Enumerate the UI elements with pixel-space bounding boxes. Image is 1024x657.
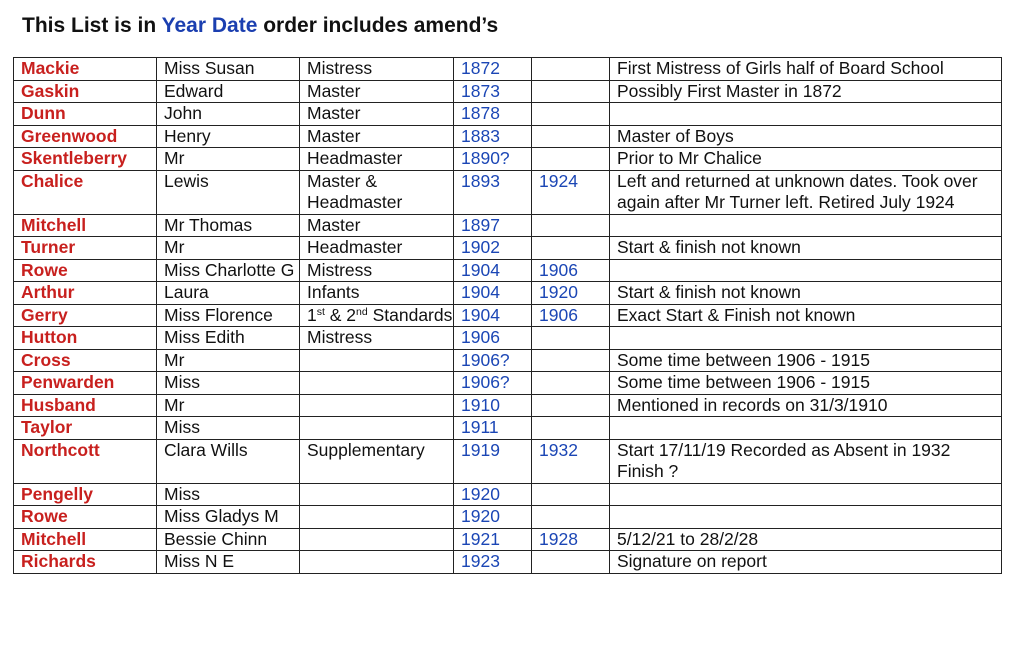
start-year-cell: 1890?: [454, 148, 532, 171]
note-cell: Signature on report: [610, 551, 1002, 574]
surname-cell: Richards: [14, 551, 157, 574]
role-cell: [300, 506, 454, 529]
given-name-cell: Henry: [157, 125, 300, 148]
note-cell: Start & finish not known: [610, 237, 1002, 260]
given-name-cell: Miss Edith: [157, 327, 300, 350]
given-name-cell: Miss Charlotte G: [157, 259, 300, 282]
table-row: [14, 259, 1002, 282]
table-row: [14, 372, 1002, 395]
surname-cell: Gaskin: [14, 80, 157, 103]
staff-table: [13, 57, 1002, 574]
given-name-cell: Laura: [157, 282, 300, 305]
table-row: [14, 125, 1002, 148]
table-row: [14, 327, 1002, 350]
start-year-cell: 1910: [454, 394, 532, 417]
note-cell: [610, 483, 1002, 506]
role-text-mid: & 2: [324, 304, 357, 325]
role-cell: [300, 304, 454, 327]
start-year-cell: 1920: [454, 506, 532, 529]
role-cell: Master: [300, 103, 454, 126]
surname-cell: Chalice: [14, 170, 157, 214]
table-row: [14, 148, 1002, 171]
start-year-cell: 1878: [454, 103, 532, 126]
table-row: [14, 170, 1002, 214]
table-row: [14, 551, 1002, 574]
role-cell: [300, 372, 454, 395]
start-year-cell: 1920: [454, 483, 532, 506]
given-name-cell: Miss Susan: [157, 58, 300, 81]
note-cell: First Mistress of Girls half of Board School: [610, 58, 1002, 81]
start-year-cell: 1906?: [454, 349, 532, 372]
role-text-first: 1: [307, 304, 317, 325]
end-year-cell: 1906: [532, 259, 610, 282]
given-name-cell: Edward: [157, 80, 300, 103]
table-row: [14, 506, 1002, 529]
given-name-cell: John: [157, 103, 300, 126]
start-year-cell: 1904: [454, 282, 532, 305]
given-name-cell: Mr: [157, 349, 300, 372]
end-year-cell: [532, 214, 610, 237]
surname-cell: Pengelly: [14, 483, 157, 506]
given-name-cell: Miss: [157, 417, 300, 440]
page-title: [22, 14, 498, 38]
role-cell: Headmaster: [300, 148, 454, 171]
table-row: [14, 58, 1002, 81]
note-cell: [610, 506, 1002, 529]
end-year-cell: [532, 58, 610, 81]
end-year-cell: [532, 349, 610, 372]
given-name-cell: Bessie Chinn: [157, 528, 300, 551]
note-cell: Mentioned in records on 31/3/1910: [610, 394, 1002, 417]
note-cell: 5/12/21 to 28/2/28: [610, 528, 1002, 551]
role-cell: Master: [300, 214, 454, 237]
end-year-cell: [532, 551, 610, 574]
role-cell: Headmaster: [300, 237, 454, 260]
surname-cell: Taylor: [14, 417, 157, 440]
end-year-cell: [532, 327, 610, 350]
role-cell: [300, 394, 454, 417]
given-name-cell: Miss Florence: [157, 304, 300, 327]
surname-cell: Arthur: [14, 282, 157, 305]
table-row: [14, 304, 1002, 327]
given-name-cell: Mr: [157, 237, 300, 260]
given-name-cell: Miss: [157, 483, 300, 506]
table-row: [14, 394, 1002, 417]
role-cell: [300, 417, 454, 440]
given-name-cell: Miss: [157, 372, 300, 395]
surname-cell: Mitchell: [14, 528, 157, 551]
role-cell: [300, 528, 454, 551]
note-cell: Left and returned at unknown dates. Took over again after Mr Turner left. Retired July 1924: [610, 170, 1002, 214]
role-cell: Mistress: [300, 259, 454, 282]
role-cell: Master: [300, 80, 454, 103]
role-superscript-first: st: [316, 305, 325, 318]
start-year-cell: 1872: [454, 58, 532, 81]
start-year-cell: 1873: [454, 80, 532, 103]
surname-cell: Rowe: [14, 259, 157, 282]
start-year-cell: 1904: [454, 259, 532, 282]
surname-cell: Skentleberry: [14, 148, 157, 171]
end-year-cell: [532, 148, 610, 171]
note-cell: [610, 417, 1002, 440]
table-row: [14, 237, 1002, 260]
note-cell: [610, 103, 1002, 126]
role-cell: [300, 349, 454, 372]
surname-cell: Mitchell: [14, 214, 157, 237]
role-cell: Master & Headmaster: [300, 170, 454, 214]
role-cell: Supplementary: [300, 439, 454, 483]
start-year-cell: 1904: [454, 304, 532, 327]
note-cell: Possibly First Master in 1872: [610, 80, 1002, 103]
given-name-cell: Miss N E: [157, 551, 300, 574]
note-cell: [610, 327, 1002, 350]
table-row: [14, 417, 1002, 440]
start-year-cell: 1897: [454, 214, 532, 237]
start-year-cell: 1893: [454, 170, 532, 214]
heading-suffix: order includes amend’s: [257, 14, 499, 37]
surname-cell: Northcott: [14, 439, 157, 483]
role-cell: Mistress: [300, 58, 454, 81]
start-year-cell: 1906?: [454, 372, 532, 395]
surname-cell: Penwarden: [14, 372, 157, 395]
note-cell: Some time between 1906 - 1915: [610, 349, 1002, 372]
given-name-cell: Mr: [157, 394, 300, 417]
role-cell: [300, 483, 454, 506]
surname-cell: Gerry: [14, 304, 157, 327]
heading-prefix: This List is in: [22, 14, 162, 37]
table-row: [14, 483, 1002, 506]
role-cell: Infants: [300, 282, 454, 305]
given-name-cell: Mr Thomas: [157, 214, 300, 237]
note-cell: [610, 259, 1002, 282]
note-cell: Start & finish not known: [610, 282, 1002, 305]
table-row: [14, 282, 1002, 305]
given-name-cell: Lewis: [157, 170, 300, 214]
surname-cell: Rowe: [14, 506, 157, 529]
end-year-cell: [532, 483, 610, 506]
table-row: [14, 439, 1002, 483]
end-year-cell: 1906: [532, 304, 610, 327]
start-year-cell: 1906: [454, 327, 532, 350]
table-row: [14, 214, 1002, 237]
given-name-cell: Miss Gladys M: [157, 506, 300, 529]
note-cell: Prior to Mr Chalice: [610, 148, 1002, 171]
given-name-cell: Mr: [157, 148, 300, 171]
start-year-cell: 1911: [454, 417, 532, 440]
table-row: [14, 349, 1002, 372]
role-cell: Master: [300, 125, 454, 148]
surname-cell: Mackie: [14, 58, 157, 81]
surname-cell: Cross: [14, 349, 157, 372]
given-name-cell: Clara Wills: [157, 439, 300, 483]
note-cell: Start 17/11/19 Recorded as Absent in 1932 Finish ?: [610, 439, 1002, 483]
end-year-cell: [532, 506, 610, 529]
end-year-cell: [532, 372, 610, 395]
start-year-cell: 1923: [454, 551, 532, 574]
role-cell: Mistress: [300, 327, 454, 350]
end-year-cell: 1928: [532, 528, 610, 551]
start-year-cell: 1919: [454, 439, 532, 483]
start-year-cell: 1902: [454, 237, 532, 260]
surname-cell: Dunn: [14, 103, 157, 126]
end-year-cell: [532, 237, 610, 260]
surname-cell: Hutton: [14, 327, 157, 350]
note-cell: Exact Start & Finish not known: [610, 304, 1002, 327]
role-cell: [300, 551, 454, 574]
table-row: [14, 528, 1002, 551]
end-year-cell: 1920: [532, 282, 610, 305]
end-year-cell: 1924: [532, 170, 610, 214]
start-year-cell: 1921: [454, 528, 532, 551]
end-year-cell: [532, 394, 610, 417]
end-year-cell: [532, 417, 610, 440]
end-year-cell: [532, 80, 610, 103]
role-superscript-second: nd: [356, 305, 368, 318]
note-cell: Master of Boys: [610, 125, 1002, 148]
surname-cell: Turner: [14, 237, 157, 260]
note-cell: [610, 214, 1002, 237]
start-year-cell: 1883: [454, 125, 532, 148]
end-year-cell: [532, 103, 610, 126]
end-year-cell: 1932: [532, 439, 610, 483]
surname-cell: Greenwood: [14, 125, 157, 148]
surname-cell: Husband: [14, 394, 157, 417]
role-text-rest: Standards: [367, 304, 453, 325]
heading-highlight: Year Date: [161, 14, 258, 37]
table-row: [14, 103, 1002, 126]
note-cell: Some time between 1906 - 1915: [610, 372, 1002, 395]
end-year-cell: [532, 125, 610, 148]
table-row: [14, 80, 1002, 103]
